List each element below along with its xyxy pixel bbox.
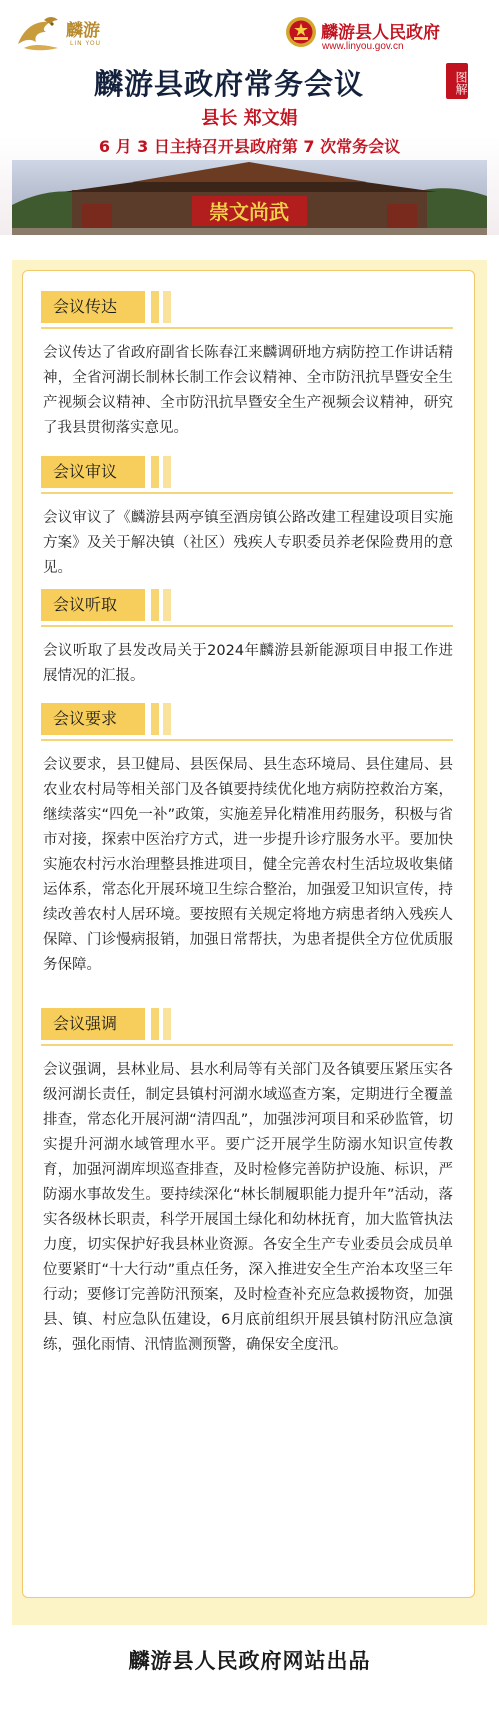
section-title: 会议强调 xyxy=(53,1014,118,1033)
section-divider xyxy=(41,739,453,741)
section-title: 会议听取 xyxy=(53,595,118,614)
section-title: 会议传达 xyxy=(53,297,118,316)
section-header xyxy=(41,1008,453,1048)
gov-logo[interactable] xyxy=(285,14,485,62)
gov-url[interactable]: www.linyou.gov.cn xyxy=(322,41,404,52)
section-title: 会议要求 xyxy=(53,709,118,728)
subtitle-meeting: 6 月 3 日主持召开县政府第 7 次常务会议 xyxy=(98,137,401,156)
section-divider xyxy=(41,625,453,627)
subtitle-mayor: 县长 郑文娟 xyxy=(201,108,298,129)
section-body: 会议要求，县卫健局、县医保局、县生态环境局、县住建局、县农业农村局等相关部门及各镇要持续优化地方病防控救治方案，继续落实“四免一补”政策，实施差异化精准用药服务，积极与省市对接，探索中医治疗方式，进一步提升诊疗服务水平。要加快实施农村污水治理整县推进项目，健全完善农村生活垃圾收集储运体系，常态化开展环境卫生综合整治，加强爱卫知识宣传，持续改善农村人居环境。要按照有关规定将地方病患者纳入残疾人保障、门诊慢病报销，加强日常帮扶，为患者提供全方位优质服务保障。 xyxy=(43,757,453,973)
section-body: 会议强调，县林业局、县水利局等有关部门及各镇要压紧压实各级河湖长责任，制定县镇村河湖水域巡查方案，定期进行全覆盖排查，常态化开展河湖“清四乱”，加强涉河项目和采砂监管，切实提升河湖水域管理水平。要广泛开展学生防溺水知识宣传教育，加强河湖库坝巡查排查，及时检修完善防护设施、标识，严防溺水事故发生。要持续深化“林长制履职能力提升年”活动，落实各级林长职责，科学开展国土绿化和幼林抚育，加大监管执法力度，切实保护好我县林业资源。各安全生产专业委员会成员单位要紧盯“十大行动”重点任务，深入推进安全生产治本攻坚三年行动；要修订完善防汛预案，及时检查补充应急救援物资，加强县、镇、村应急队伍建设，6月底前组织开展县镇村防汛应急演练，强化雨情、汛情监测预警，确保安全度汛。 xyxy=(43,1062,453,1353)
temple-banner-image xyxy=(12,160,487,235)
qilin-icon xyxy=(14,14,64,56)
section-header xyxy=(41,703,453,743)
linyou-logo xyxy=(14,10,104,62)
section-body: 会议审议了《麟游县两亭镇至酒房镇公路改建工程建设项目实施方案》及关于解决镇（社区）残疾人专职委员养老保险费用的意见。 xyxy=(43,510,453,576)
section-tag xyxy=(41,456,145,488)
national-emblem-icon xyxy=(285,16,317,48)
gov-name: 麟游县人民政府 xyxy=(321,23,440,43)
tujie-badge: 图解 xyxy=(446,63,468,99)
header-banner xyxy=(0,0,499,235)
brand-text: 麟游 xyxy=(66,21,100,41)
section-tag xyxy=(41,1008,145,1040)
svg-text:崇文尚武: 崇文尚武 xyxy=(209,200,289,224)
section-tag xyxy=(41,589,145,621)
content-panel xyxy=(12,260,487,1625)
page-title: 麟游县政府常务会议 xyxy=(93,67,364,101)
section-header xyxy=(41,589,453,629)
footer-credit: 麟游县人民政府网站出品 xyxy=(128,1649,371,1673)
section-tag xyxy=(41,291,145,323)
section-title: 会议审议 xyxy=(53,462,118,481)
section-divider xyxy=(41,492,453,494)
section-body: 会议听取了县发改局关于2024年麟游县新能源项目申报工作进展情况的汇报。 xyxy=(43,643,453,684)
section-header xyxy=(41,291,453,331)
section-divider xyxy=(41,327,453,329)
section-tag xyxy=(41,703,145,735)
brand-subtext: LIN YOU xyxy=(70,40,101,47)
section-header xyxy=(41,456,453,496)
content-card xyxy=(22,270,475,1598)
section-body: 会议传达了省政府副省长陈春江来麟调研地方病防控工作讲话精神，全省河湖长制林长制工作会议精神、全市防汛抗旱暨安全生产视频会议精神、全市防汛抗旱暨安全生产视频会议精神，研究了我县贯彻落实意见。 xyxy=(43,345,453,436)
section-divider xyxy=(41,1044,453,1046)
